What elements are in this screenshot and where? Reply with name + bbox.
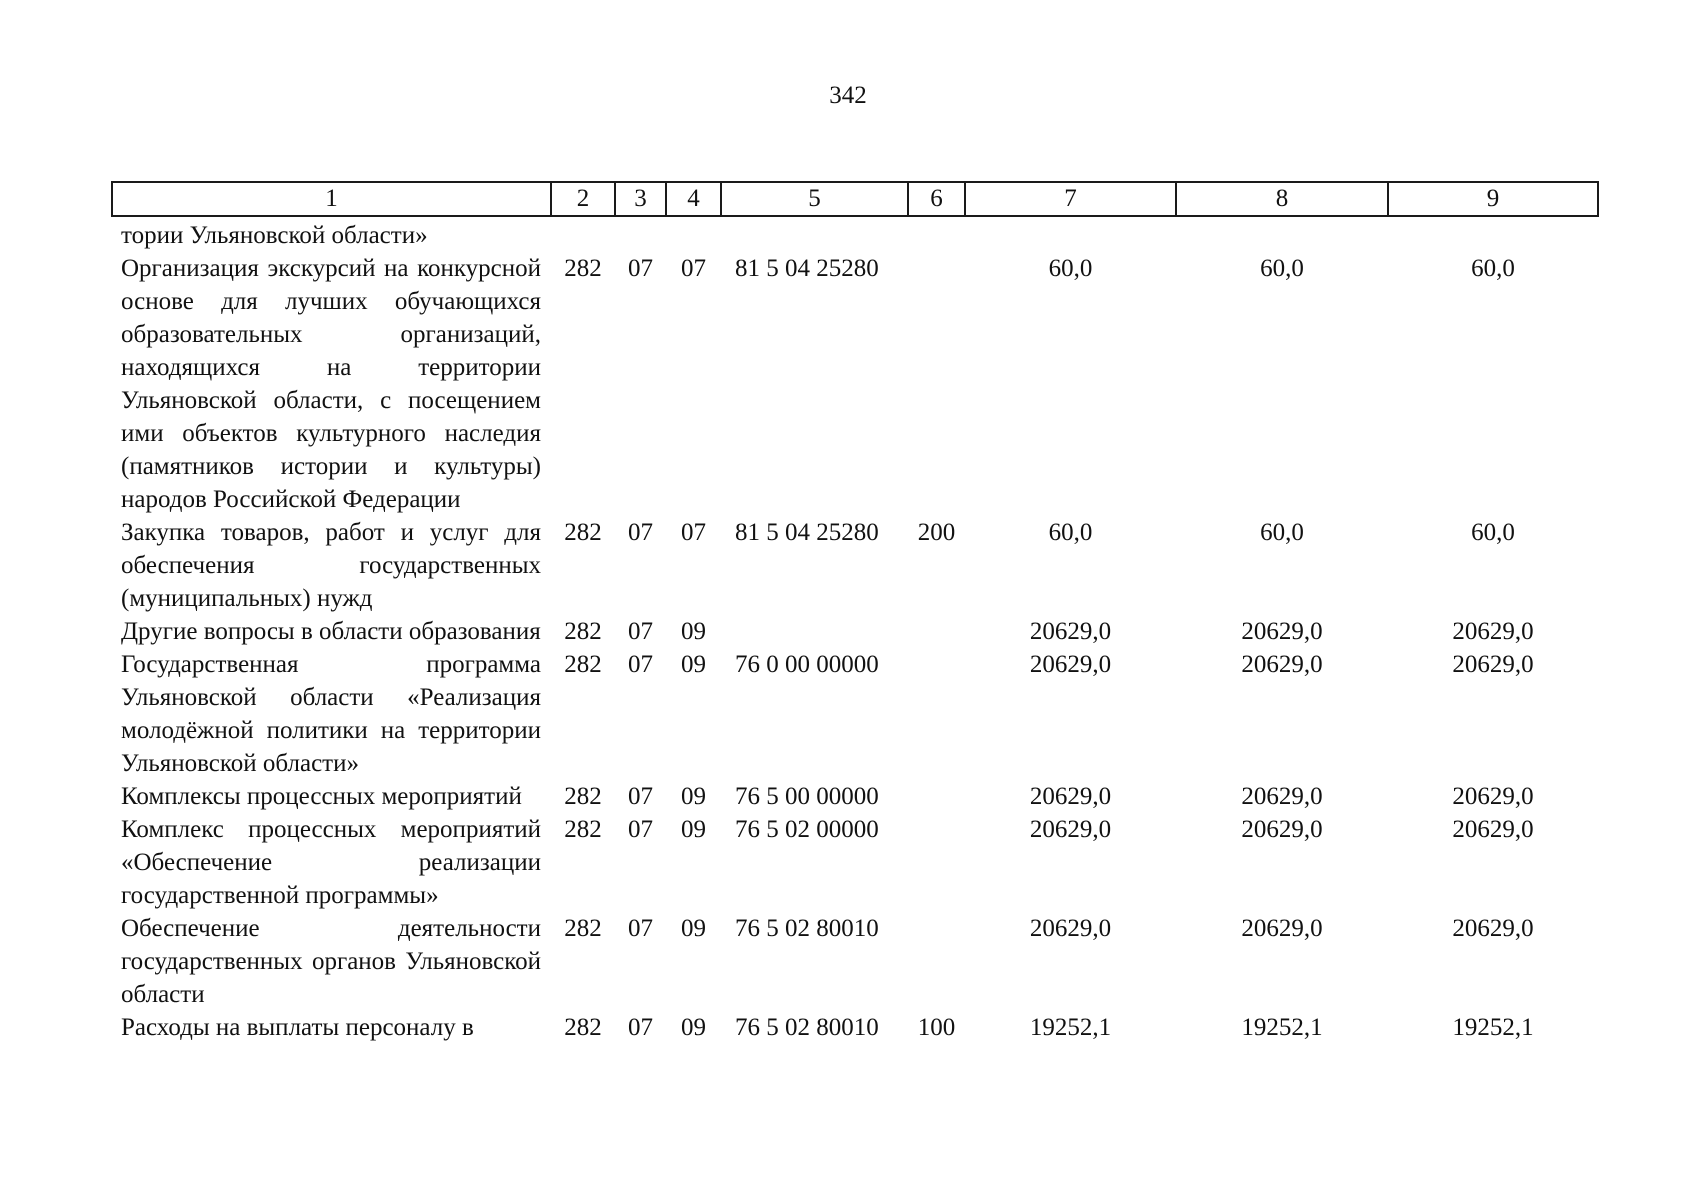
table-row xyxy=(112,780,1598,813)
row-value-1 xyxy=(965,216,1176,252)
row-csr: 76 5 00 00000 xyxy=(735,783,879,810)
row-value-1: 20629,0 xyxy=(1029,783,1112,810)
row-value-3: 20629,0 xyxy=(1452,816,1534,843)
row-name: Другие вопросы в области образования xyxy=(121,618,541,645)
header-row xyxy=(112,182,1598,216)
row-name: Комплексы процессных мероприятий xyxy=(121,783,522,810)
row-gr xyxy=(551,216,615,252)
row-value-2: 19252,1 xyxy=(1241,1014,1323,1041)
row-value-2 xyxy=(1176,216,1388,252)
row-pr: 09 xyxy=(681,618,706,645)
header-cell-3: 3 xyxy=(615,182,666,216)
row-gr: 282 xyxy=(564,618,602,645)
row-vr xyxy=(908,216,965,252)
table-row xyxy=(112,912,1598,1011)
row-value-2: 20629,0 xyxy=(1241,783,1323,810)
row-vr xyxy=(908,648,965,780)
row-rz: 07 xyxy=(628,783,653,810)
row-value-3: 20629,0 xyxy=(1452,915,1534,942)
row-vr: 100 xyxy=(917,1014,956,1041)
page-number: 342 xyxy=(829,82,867,109)
header-cell-7: 7 xyxy=(965,182,1176,216)
table-row xyxy=(112,516,1598,615)
row-value-1: 60,0 xyxy=(1048,519,1093,546)
row-value-2: 60,0 xyxy=(1260,255,1304,282)
budget-table xyxy=(111,181,1599,1044)
row-name: Государственная программа Ульяновской области «Реализация молодёжной политики на территории Ульяновской области» xyxy=(121,651,541,777)
row-csr: 76 5 02 80010 xyxy=(735,915,879,942)
row-value-3: 20629,0 xyxy=(1452,618,1534,645)
row-value-1: 19252,1 xyxy=(1029,1014,1112,1041)
header-cell-1: 1 xyxy=(112,182,551,216)
row-pr: 07 xyxy=(681,255,706,282)
row-value-3: 20629,0 xyxy=(1452,783,1534,810)
row-gr: 282 xyxy=(564,1014,602,1041)
row-value-3 xyxy=(1388,216,1598,252)
row-gr: 282 xyxy=(564,816,602,843)
row-rz: 07 xyxy=(628,816,653,843)
row-pr: 09 xyxy=(681,816,706,843)
row-gr: 282 xyxy=(564,651,602,678)
row-value-3: 20629,0 xyxy=(1452,651,1534,678)
row-pr: 09 xyxy=(681,651,706,678)
table-row xyxy=(112,615,1598,648)
header-cell-9: 9 xyxy=(1388,182,1598,216)
table-row xyxy=(112,216,1598,252)
row-name: Расходы на выплаты персоналу в xyxy=(121,1014,474,1041)
row-gr: 282 xyxy=(564,519,602,546)
row-name: Комплекс процессных мероприятий «Обеспечение реализации государственной программы» xyxy=(121,816,541,909)
row-csr xyxy=(721,615,908,648)
row-value-1: 20629,0 xyxy=(1029,915,1112,942)
row-rz: 07 xyxy=(628,915,653,942)
row-csr xyxy=(721,216,908,252)
row-vr xyxy=(908,780,965,813)
row-csr: 76 0 00 00000 xyxy=(735,651,879,678)
row-rz: 07 xyxy=(628,519,653,546)
row-value-3: 60,0 xyxy=(1471,519,1515,546)
row-vr xyxy=(908,615,965,648)
row-gr: 282 xyxy=(564,783,602,810)
row-vr xyxy=(908,912,965,1011)
row-value-1: 20629,0 xyxy=(1029,816,1112,843)
table-row xyxy=(112,648,1598,780)
row-pr: 07 xyxy=(681,519,706,546)
table-row xyxy=(112,252,1598,516)
row-value-2: 60,0 xyxy=(1260,519,1304,546)
header-cell-8: 8 xyxy=(1176,182,1388,216)
row-value-3: 19252,1 xyxy=(1452,1014,1534,1041)
row-csr: 76 5 02 00000 xyxy=(735,816,879,843)
row-csr: 81 5 04 25280 xyxy=(735,255,879,282)
row-vr xyxy=(908,252,965,516)
row-value-1: 60,0 xyxy=(1048,255,1093,282)
row-rz: 07 xyxy=(628,651,653,678)
row-value-2: 20629,0 xyxy=(1241,651,1323,678)
row-rz: 07 xyxy=(628,255,653,282)
header-cell-4: 4 xyxy=(666,182,721,216)
row-csr: 76 5 02 80010 xyxy=(735,1014,879,1041)
row-name: Организация экскурсий на конкурсной основе для лучших обучающихся образовательных организаций, находящихся на территории Ульяновской области, с посещением ими объектов культурного наследия (памятников истории и культуры) народов Российской Федерации xyxy=(121,255,541,513)
row-rz xyxy=(615,216,666,252)
row-vr xyxy=(908,813,965,912)
row-csr: 81 5 04 25280 xyxy=(735,519,879,546)
row-pr xyxy=(666,216,721,252)
header-cell-6: 6 xyxy=(908,182,965,216)
header-cell-5: 5 xyxy=(721,182,908,216)
row-name: тории Ульяновской области» xyxy=(121,222,428,249)
row-value-2: 20629,0 xyxy=(1241,816,1323,843)
row-gr: 282 xyxy=(564,255,602,282)
row-rz: 07 xyxy=(628,1014,653,1041)
row-pr: 09 xyxy=(681,915,706,942)
row-value-3: 60,0 xyxy=(1471,255,1515,282)
row-value-2: 20629,0 xyxy=(1241,915,1323,942)
row-value-1: 20629,0 xyxy=(1029,618,1112,645)
row-value-2: 20629,0 xyxy=(1241,618,1323,645)
row-name: Обеспечение деятельности государственных органов Ульяновской области xyxy=(121,915,541,1008)
row-value-1: 20629,0 xyxy=(1029,651,1112,678)
row-gr: 282 xyxy=(564,915,602,942)
table-row xyxy=(112,1011,1598,1044)
table-row xyxy=(112,813,1598,912)
row-pr: 09 xyxy=(681,1014,706,1041)
header-cell-2: 2 xyxy=(551,182,615,216)
row-name: Закупка товаров, работ и услуг для обеспечения государственных (муниципальных) нужд xyxy=(121,519,541,612)
row-vr: 200 xyxy=(917,519,956,546)
row-rz: 07 xyxy=(628,618,653,645)
row-pr: 09 xyxy=(681,783,706,810)
